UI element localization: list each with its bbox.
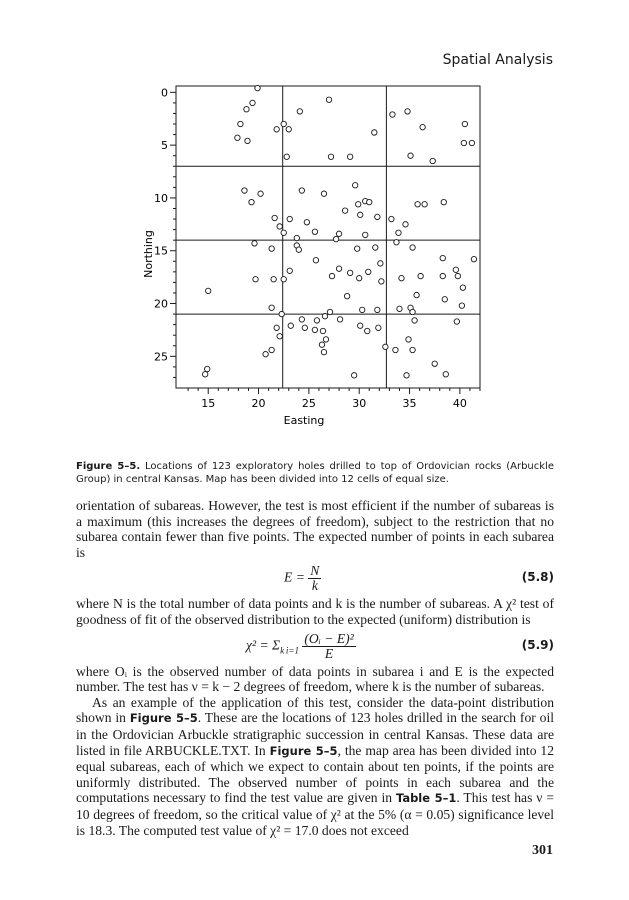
data-point: [372, 130, 377, 135]
data-point: [367, 199, 372, 204]
data-point: [328, 154, 333, 159]
data-point: [415, 202, 420, 207]
y-axis-label: Northing: [142, 230, 155, 278]
data-point: [375, 307, 380, 312]
data-point: [440, 255, 445, 260]
data-point: [313, 258, 318, 263]
data-point: [272, 215, 277, 220]
y-tick-label: 20: [154, 297, 168, 311]
eq1-numerator: N: [310, 563, 320, 579]
data-point: [403, 222, 408, 227]
data-point: [455, 273, 460, 278]
eq1-number: (5.8): [521, 570, 554, 585]
data-point: [357, 275, 362, 280]
data-point: [460, 285, 465, 290]
data-point: [358, 212, 363, 217]
y-tick-label: 0: [161, 86, 168, 100]
data-point: [453, 267, 458, 272]
data-point: [354, 246, 359, 251]
eq2-numerator: (Oᵢ − E)²: [304, 630, 354, 646]
data-point: [274, 325, 279, 330]
data-point: [279, 311, 284, 316]
data-point: [327, 309, 332, 314]
data-point: [319, 342, 324, 347]
data-point: [461, 140, 466, 145]
paragraph-1: orientation of subareas. However, the test is most efficient if the number of subareas is a maximum (this increases the degrees of freedom), subject to the restriction that no subarea contain fewer than five points. The expected number of points in each subarea is: [76, 498, 554, 560]
data-point: [277, 334, 282, 339]
figure-label: Figure 5–5.: [76, 461, 141, 472]
data-point: [321, 349, 326, 354]
eq2-limits: k i=1: [280, 644, 299, 655]
data-point: [422, 202, 427, 207]
data-point: [302, 325, 307, 330]
data-point: [432, 361, 437, 366]
data-point: [329, 273, 334, 278]
data-point: [284, 154, 289, 159]
data-point: [390, 112, 395, 117]
data-point: [441, 199, 446, 204]
body-text: [76, 498, 554, 838]
p4-part-a: As an example of the application of this test, consider the data-point distribution shown in: [76, 694, 554, 726]
data-point: [253, 277, 258, 282]
data-point: [336, 231, 341, 236]
data-point: [322, 313, 327, 318]
data-point: [414, 292, 419, 297]
running-header: Spatial Analysis: [442, 52, 553, 68]
data-point: [250, 100, 255, 105]
data-point: [355, 202, 360, 207]
data-point: [263, 352, 268, 357]
data-point: [442, 297, 447, 302]
data-point: [242, 188, 247, 193]
scatter-map: [0, 0, 629, 440]
data-point: [271, 277, 276, 282]
data-point: [321, 191, 326, 196]
x-tick-label: 25: [301, 397, 316, 410]
data-point: [360, 307, 365, 312]
data-point: [389, 216, 394, 221]
data-point: [404, 373, 409, 378]
data-point: [274, 127, 279, 132]
y-tick-label: 10: [154, 191, 168, 205]
p4-part-b: . These are the locations of 123 holes drilled in the search for oil in the Ordovician Arbuckle stratigraphic succession in central Kansas. These data are listed in file ARBUCKLE.TXT. In: [76, 710, 554, 758]
data-point: [326, 97, 331, 102]
data-point: [269, 305, 274, 310]
data-point: [323, 337, 328, 342]
x-tick-label: 15: [201, 397, 216, 410]
data-point: [304, 220, 309, 225]
eq1-lhs: E =: [284, 570, 305, 585]
data-point: [454, 319, 459, 324]
data-point: [469, 140, 474, 145]
data-point: [333, 236, 338, 241]
p4-part-c: , the map area has been divided into 12 equal subareas, each of which we expect to contain about ten points, if the points are uniformly distributed. The observed number of points in each subarea and the computations necessary to find the test value are given in: [76, 742, 554, 806]
data-point: [347, 154, 352, 159]
paragraph-2: where N is the total number of data points and k is the number of subareas. A χ² test of goodness of fit of the observed distribution to the expected (uniform) distribution is: [76, 596, 554, 627]
x-tick-label: 35: [402, 397, 417, 410]
data-point: [440, 273, 445, 278]
figure-reference: Figure 5–5: [269, 743, 338, 758]
data-point: [235, 135, 240, 140]
data-point: [252, 241, 257, 246]
data-point: [373, 245, 378, 250]
data-point: [312, 229, 317, 234]
data-point: [406, 337, 411, 342]
data-point: [418, 273, 423, 278]
equation-5-9: [76, 628, 554, 664]
figure-caption: [76, 460, 554, 486]
data-point: [366, 269, 371, 274]
equation-5-8: [76, 560, 554, 596]
data-point: [471, 256, 476, 261]
data-point: [443, 372, 448, 377]
data-point: [238, 121, 243, 126]
data-point: [294, 235, 299, 240]
data-point: [394, 240, 399, 245]
data-point: [296, 247, 301, 252]
page-number: 301: [532, 843, 553, 858]
data-point: [430, 158, 435, 163]
eq2-lhs: χ² = Σ: [246, 637, 281, 653]
paragraph-4: [76, 695, 554, 838]
data-point: [202, 372, 207, 377]
data-point: [379, 279, 384, 284]
map-frame: [176, 86, 480, 388]
data-point: [420, 124, 425, 129]
data-point: [249, 199, 254, 204]
data-point: [363, 232, 368, 237]
data-point: [351, 373, 356, 378]
data-point: [281, 230, 286, 235]
data-point: [286, 127, 291, 132]
data-point: [337, 317, 342, 322]
data-point: [393, 347, 398, 352]
eq2-denominator: E: [324, 645, 334, 661]
data-point: [383, 344, 388, 349]
eq1-denominator: k: [311, 578, 318, 594]
paragraph-3: where Oᵢ is the observed number of data points in subarea i and E is the expected number. The test has ν = k − 2 degrees of freedom, where k is the number of subareas.: [76, 663, 554, 695]
data-point: [269, 246, 274, 251]
data-point: [412, 318, 417, 323]
data-point: [258, 191, 263, 196]
y-tick-label: 15: [154, 244, 168, 258]
data-point: [245, 138, 250, 143]
data-point: [299, 188, 304, 193]
figure-caption-text: Locations of 123 exploratory holes drilled to top of Ordovician rocks (Arbuckle Group) in central Kansas. Map has been divided into 12 cells of equal size.: [76, 461, 554, 485]
data-point: [269, 347, 274, 352]
data-point: [378, 261, 383, 266]
y-tick-label: 5: [161, 139, 168, 153]
data-point: [347, 270, 352, 275]
data-point: [281, 121, 286, 126]
data-point: [312, 327, 317, 332]
p4-part-d: . This test has ν = 10 degrees of freedom, so the critical value of χ² at the 5% (α = 0.05) significance level is 18.3. The computed test value of χ² = 17.0 does not exceed: [76, 790, 555, 838]
data-point: [462, 121, 467, 126]
data-point: [206, 288, 211, 293]
data-point: [375, 214, 380, 219]
data-point: [405, 109, 410, 114]
data-point: [410, 309, 415, 314]
table-reference: Table 5–1: [395, 791, 457, 806]
data-point: [244, 107, 249, 112]
data-point: [287, 268, 292, 273]
data-point: [314, 318, 319, 323]
data-point: [459, 303, 464, 308]
data-point: [397, 306, 402, 311]
eq2-number: (5.9): [521, 637, 554, 652]
data-point: [410, 245, 415, 250]
data-point: [352, 183, 357, 188]
data-point: [396, 230, 401, 235]
x-tick-label: 40: [452, 397, 467, 410]
data-point: [344, 293, 349, 298]
x-tick-label: 20: [251, 397, 266, 410]
data-point: [281, 277, 286, 282]
data-point: [255, 85, 260, 90]
data-point: [277, 224, 282, 229]
data-point: [376, 325, 381, 330]
x-axis-label: Easting: [283, 414, 325, 427]
data-point: [205, 366, 210, 371]
data-point: [336, 266, 341, 271]
figure-reference: Figure 5–5: [129, 711, 198, 726]
data-point: [410, 347, 415, 352]
data-point: [399, 275, 404, 280]
data-point: [365, 328, 370, 333]
data-point: [299, 317, 304, 322]
data-point: [320, 328, 325, 333]
data-point: [287, 216, 292, 221]
data-point: [358, 323, 363, 328]
x-tick-label: 30: [352, 397, 367, 410]
data-point: [342, 208, 347, 213]
data-point: [408, 153, 413, 158]
y-tick-label: 25: [154, 350, 168, 364]
data-point: [288, 323, 293, 328]
data-point: [297, 109, 302, 114]
